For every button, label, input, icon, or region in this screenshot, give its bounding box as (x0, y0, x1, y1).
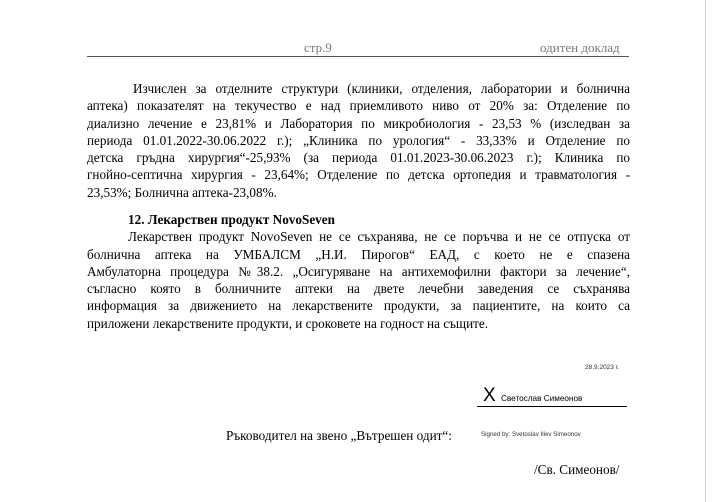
signature-mark: X (483, 385, 496, 406)
text-line: Амбулаторна процедура №38.2. „Осигуряване на антихемофилни фактори за лечение“, (87, 263, 630, 279)
header-divider (87, 56, 629, 57)
document-type: одитен доклад (540, 40, 620, 55)
text-line: аптека) показателят на текучество е над приемливото ниво от 20% за: Отделение по (87, 98, 630, 114)
text-line: информация за движението на лекарствените продукти, за пациентите, на които са (87, 298, 630, 314)
section-novoseven (87, 211, 630, 332)
text-line: болнична аптека на УМБАЛСМ „Н.И. Пирогов“ ЕАД, с което не е спазена (87, 246, 630, 262)
page-edge (705, 0, 706, 502)
text-line: 23,53%; Болнична аптека-23,08%. (87, 184, 277, 200)
text-line: гнойно-септична хирургия - 23,64%; Отделение по детска ортопедия и травматология - (87, 167, 630, 183)
signatory-name: Светослав Симеонов (501, 394, 583, 403)
signature-date: 28.9.2023 г. (585, 364, 620, 371)
text-line: Лекарствен продукт NovoSeven не се съхранява, не се поръчва и не се отпуска от (128, 229, 630, 245)
signature-line (477, 406, 627, 407)
text-line: диализно лечение е 23,81% и Лаборатория по микробиология - 23,53 % (изследван за (87, 115, 630, 131)
text-line: периода 01.01.2022-30.06.2022 г.); „Клиника по урология“ - 33,33% и Отделение по (87, 132, 630, 148)
signatory-short-name: /Св. Симеонов/ (534, 462, 620, 477)
text-line: приложени лекарствените продукти, и сроковете на годност на същите. (87, 315, 489, 331)
text-line: Изчислен за отделните структури (клиники, отделения, лаборатории и болнична (133, 81, 630, 96)
text-line: детска гръдна хирургия“-25,93% (за периода 01.01.2023-30.06.2023 г.); Клиника по (87, 150, 630, 166)
signatory-role: Ръководител на звено „Вътрешен одит“: (226, 428, 452, 443)
page-number: стр.9 (304, 40, 332, 55)
digital-signature-note: Signed by: Svetoslav Iliev Simeonov (481, 431, 581, 438)
section-heading: 12. Лекарствен продукт NovoSeven (128, 212, 335, 227)
paragraph-turnover (87, 80, 630, 201)
text-line: съгласно която в болничните аптеки на двете лечебни заведения се съхранява (87, 281, 630, 297)
